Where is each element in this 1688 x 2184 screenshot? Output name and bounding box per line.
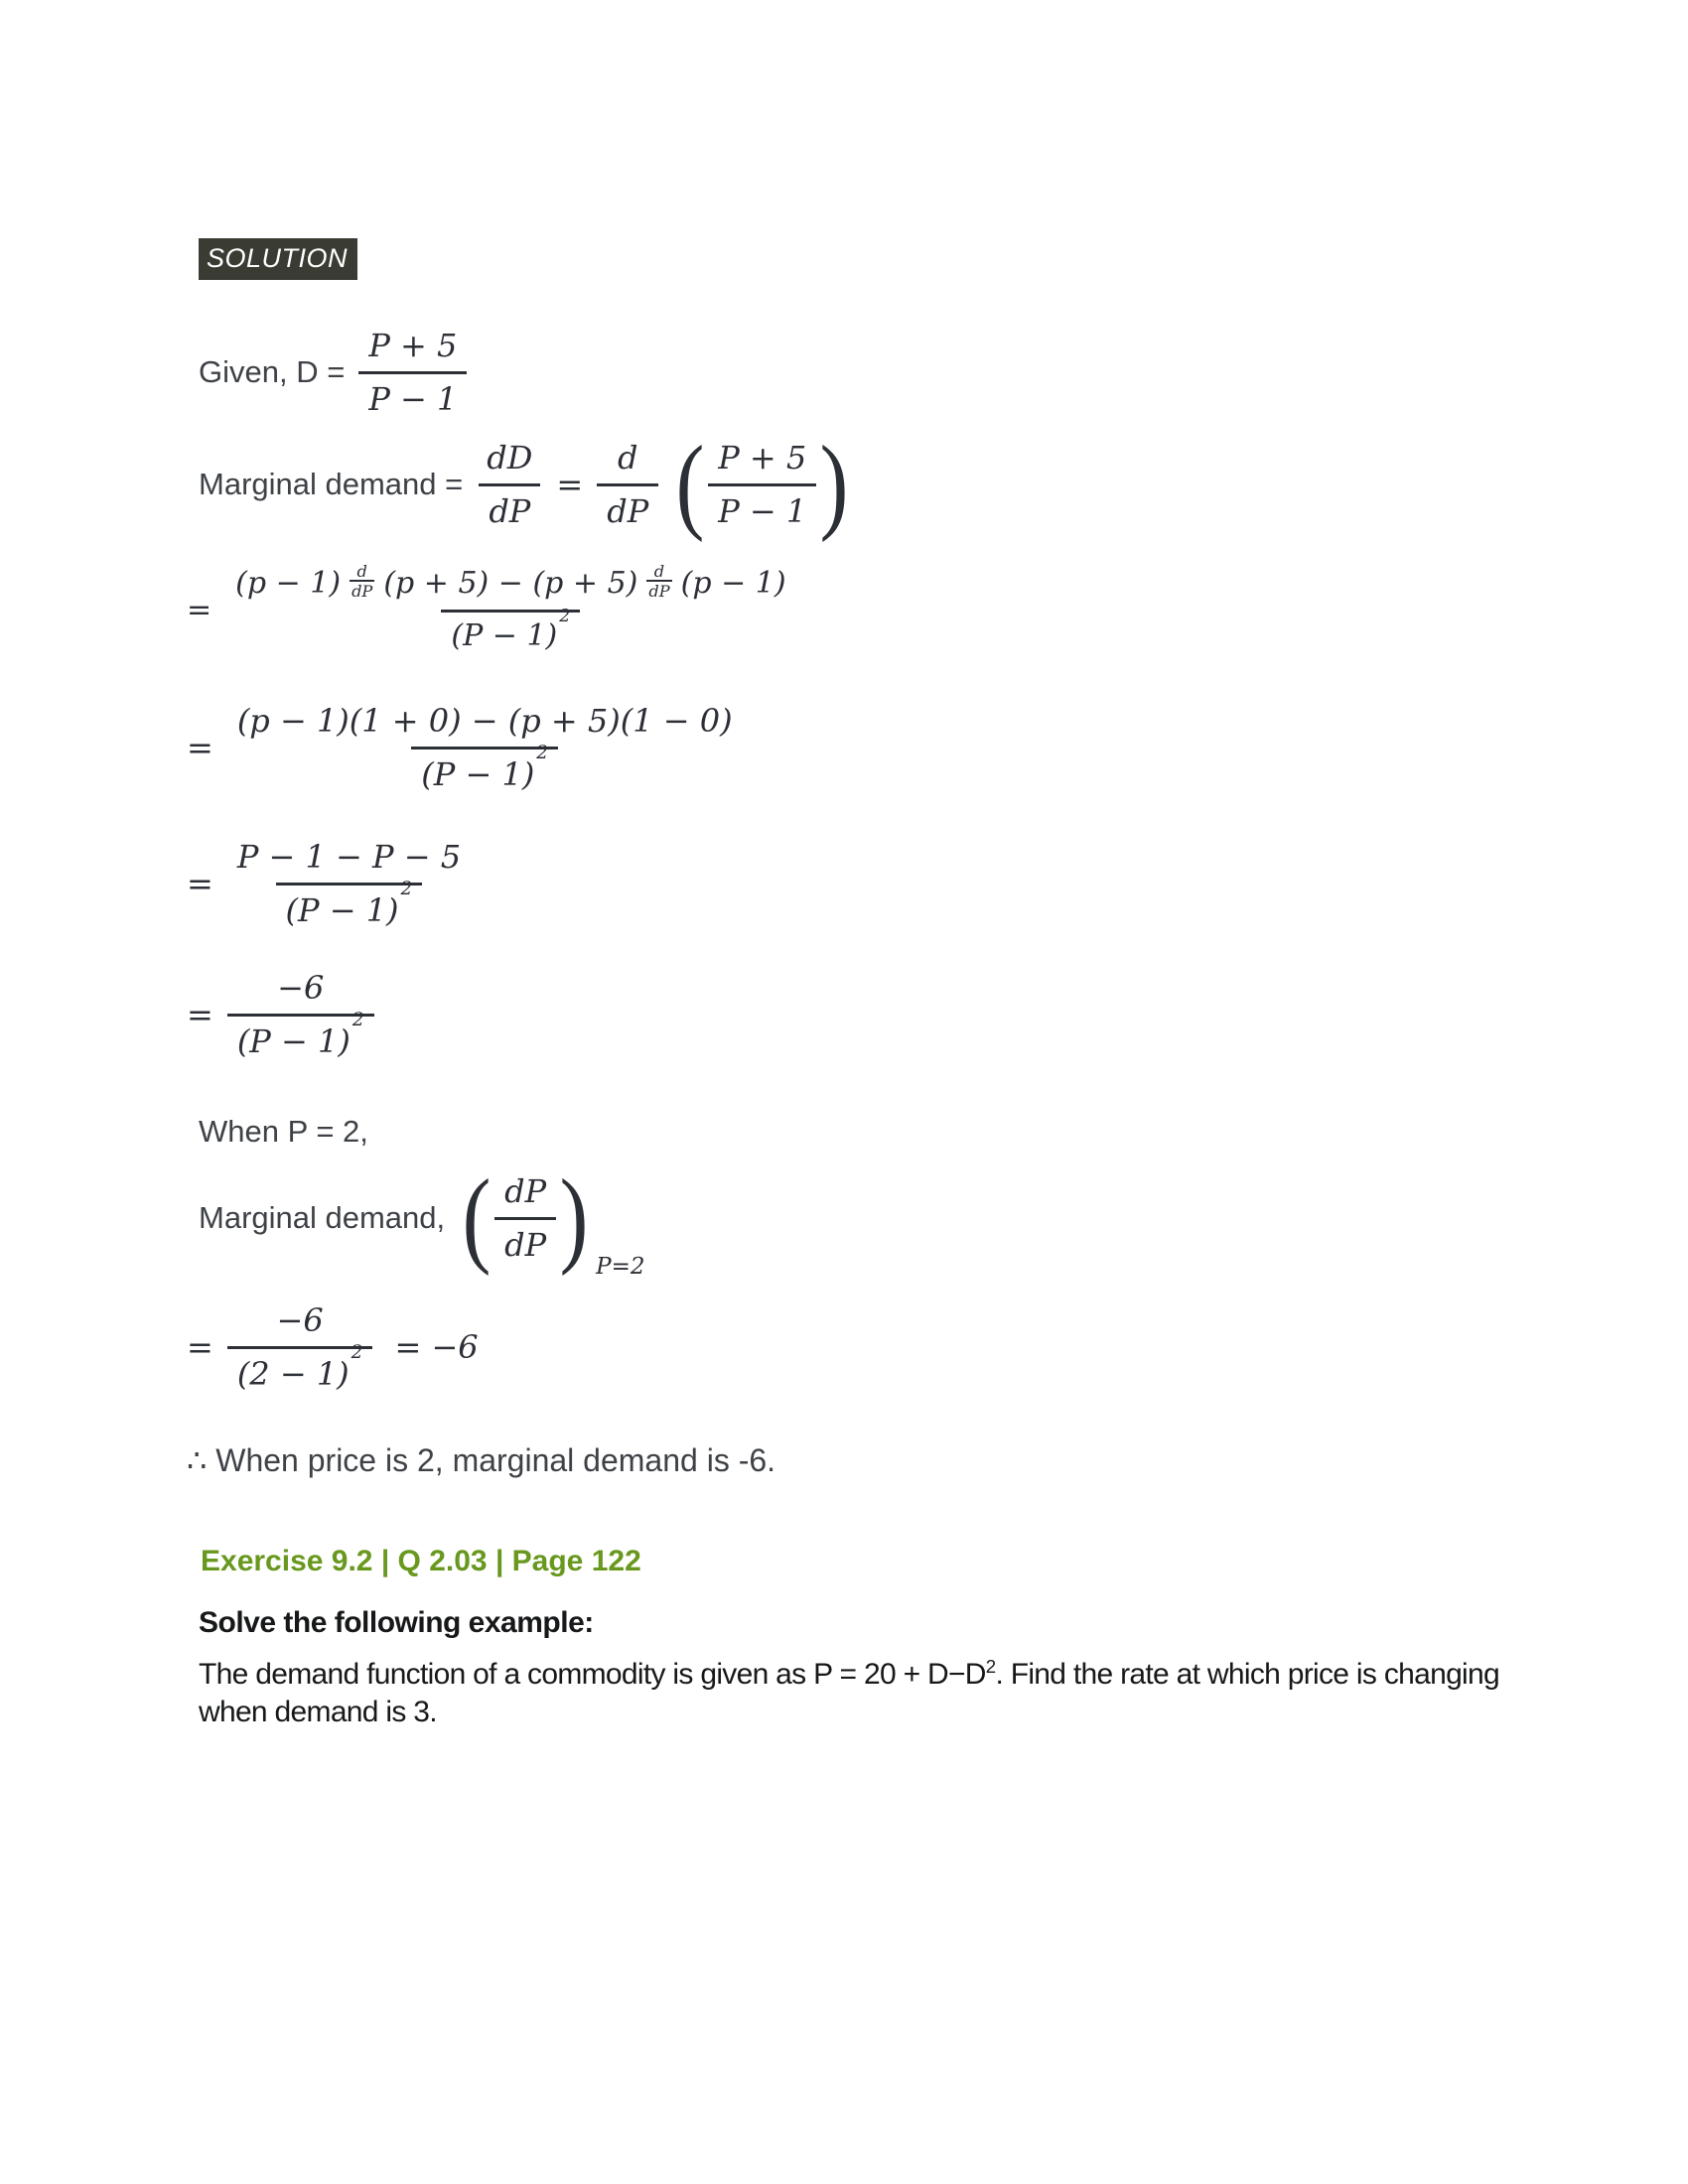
exponent: 2	[351, 1342, 363, 1364]
parenthesized-derivative	[459, 1159, 645, 1280]
given-label: Given, D =	[199, 354, 346, 390]
marginal-at-line	[199, 1159, 645, 1280]
fraction-denominator: dP	[597, 483, 658, 530]
d-dP-operator-fraction	[597, 440, 658, 530]
fraction-denominator: dP	[479, 483, 540, 530]
step4-fraction	[227, 970, 374, 1060]
right-paren: )	[819, 425, 849, 544]
step4-line	[187, 970, 374, 1060]
step3-line	[187, 839, 471, 929]
question-text: . Find the rate at which price is changing when demand is 3.	[199, 1658, 1499, 1728]
step5-line	[187, 1302, 479, 1393]
exponent: 2	[352, 1010, 364, 1031]
denominator-base: (2 − 1)	[236, 1354, 350, 1393]
denominator-base: (P − 1)	[285, 890, 399, 929]
step3-fraction	[227, 839, 471, 929]
equals-sign: =	[187, 1328, 213, 1367]
superscript-exponent: 2	[985, 1656, 996, 1677]
evaluation-subscript: P=2	[596, 1253, 645, 1280]
term: (p − 1)	[680, 566, 786, 602]
denominator-base: (P − 1)	[451, 618, 558, 653]
fraction-denominator	[276, 879, 423, 929]
small-fraction-numerator: d	[653, 562, 665, 581]
small-fraction-denominator: dP	[352, 582, 373, 601]
fraction-denominator: P − 1	[708, 483, 816, 530]
step2-fraction	[227, 703, 743, 793]
marginal-demand-label: Marginal demand =	[199, 467, 464, 502]
given-line	[199, 328, 467, 418]
fraction-denominator: P − 1	[358, 371, 467, 418]
fraction-denominator	[227, 1342, 373, 1393]
dD-dP-fraction	[477, 440, 542, 530]
marginal-at-label: Marginal demand,	[199, 1200, 446, 1236]
left-paren: (	[462, 1159, 492, 1278]
equals-sign: =	[187, 865, 213, 903]
equals-sign: =	[187, 592, 212, 627]
step2-line	[187, 703, 743, 793]
small-fraction-denominator: dP	[648, 582, 670, 601]
step1-line	[187, 562, 796, 654]
when-line: When P = 2,	[199, 1114, 368, 1149]
solution-badge: SOLUTION	[199, 238, 357, 280]
exponent: 2	[400, 879, 413, 900]
term: (p − 1)	[235, 566, 342, 602]
denominator-base: (P − 1)	[236, 1022, 351, 1060]
step5-fraction	[227, 1302, 373, 1393]
conclusion-line: ∴ When price is 2, marginal demand is -6.	[187, 1442, 776, 1478]
denominator-base: (P − 1)	[421, 754, 535, 793]
inner-fraction	[708, 440, 816, 530]
next-question-body	[199, 1648, 1509, 1731]
fraction-numerator: dP	[504, 1172, 547, 1210]
fraction-denominator	[227, 1010, 374, 1060]
equals-sign: =	[556, 466, 584, 504]
next-question-block	[199, 1606, 1509, 1731]
fraction-numerator: d	[617, 439, 638, 477]
term: (p + 5) − (p + 5)	[383, 566, 638, 602]
left-paren: (	[675, 425, 705, 544]
question-text: The demand function of a commodity is given as P = 20 + D−D	[199, 1658, 986, 1691]
fraction-numerator: P − 1 − P − 5	[236, 838, 462, 876]
fraction-numerator: P + 5	[718, 439, 807, 477]
equals-sign: =	[187, 729, 213, 767]
fraction-numerator	[225, 562, 795, 610]
equals-sign: =	[187, 996, 213, 1034]
result-value: = −6	[394, 1328, 479, 1367]
d-dP-small-fraction	[350, 563, 374, 600]
fraction-numerator: dD	[487, 439, 533, 477]
exercise-reference-link[interactable]: Exercise 9.2 | Q 2.03 | Page 122	[201, 1545, 641, 1577]
exponent: 2	[559, 607, 571, 627]
exponent: 2	[536, 743, 549, 764]
next-question-title: Solve the following example:	[199, 1606, 594, 1639]
marginal-demand-line	[199, 425, 852, 544]
right-paren: )	[559, 1159, 589, 1278]
small-fraction-numerator: d	[356, 562, 367, 581]
fraction-denominator: dP	[494, 1217, 556, 1264]
given-fraction	[358, 328, 467, 418]
dP-dP-fraction	[494, 1173, 556, 1264]
fraction-denominator	[441, 607, 580, 654]
fraction-numerator: −6	[277, 969, 325, 1007]
fraction-numerator: (p − 1)(1 + 0) − (p + 5)(1 − 0)	[236, 702, 733, 740]
step1-fraction	[225, 562, 795, 654]
fraction-numerator: −6	[276, 1301, 324, 1339]
parenthesized-fraction	[672, 425, 852, 544]
fraction-numerator: P + 5	[368, 327, 458, 364]
fraction-denominator	[411, 743, 558, 793]
d-dP-small-fraction	[646, 563, 671, 600]
